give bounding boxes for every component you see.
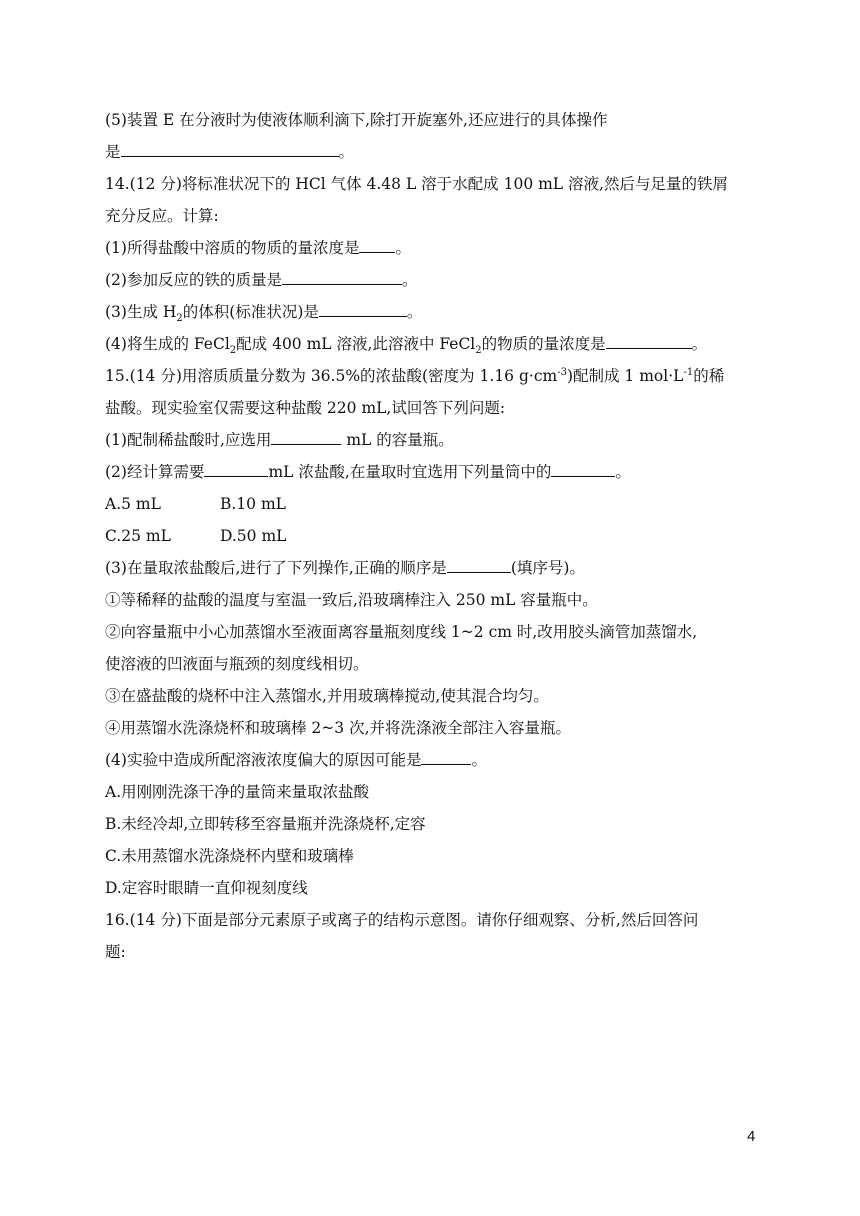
- text: (5)装置 E 在分液时为使液体顺利滴下,除打开旋塞外,还应进行的具体操作: [105, 111, 608, 129]
- q14-stem-line2: [105, 206, 219, 226]
- text: 配成 400 mL 溶液,此溶液中 FeCl: [236, 335, 476, 353]
- text: (1)配制稀盐酸时,应选用: [105, 431, 272, 449]
- q13-part5-line2: [105, 142, 354, 162]
- text: 的物质的量浓度是: [481, 335, 606, 353]
- text: )配制成 1 mol·L: [566, 367, 684, 385]
- option-d: D.50 mL: [220, 527, 287, 545]
- text: (4)实验中造成所配溶液浓度偏大的原因可能是: [105, 751, 422, 769]
- q14-part2: [105, 270, 417, 290]
- answer-blank: [204, 462, 268, 477]
- text: (3)在量取浓盐酸后,进行了下列操作,正确的顺序是: [105, 559, 447, 577]
- q15-part4-option-d: [105, 878, 308, 898]
- text: (填序号)。: [510, 559, 585, 577]
- text: 16.(14 分)下面是部分元素原子或离子的结构示意图。请你仔细观察、分析,然后回答问: [105, 911, 699, 929]
- q14-part4: [105, 334, 708, 357]
- text: 是: [105, 143, 121, 161]
- answer-blank: [421, 750, 471, 765]
- q15-part4-option-c: [105, 846, 354, 866]
- answer-blank: [271, 430, 341, 445]
- text: 的体积(标准状况)是: [182, 303, 319, 321]
- q16-stem-line1: [105, 910, 698, 930]
- q16-stem-line2: [105, 942, 126, 962]
- q15-options-row2: [105, 526, 287, 546]
- text: 15.(14 分)用溶质质量分数为 36.5%的浓盐酸(密度为 1.16 g·cm: [105, 367, 558, 385]
- text: B.未经冷却,立即转移至容量瓶并洗涤烧杯,定容: [105, 815, 426, 833]
- q15-options-row1: [105, 494, 286, 514]
- text: 盐酸。现实验室仅需要这种盐酸 220 mL,试回答下列问题:: [105, 399, 506, 417]
- text: C.未用蒸馏水洗涤烧杯内壁和玻璃棒: [105, 847, 354, 865]
- text: 。: [471, 751, 487, 769]
- subscript: 2: [176, 313, 183, 325]
- q15-part4-option-b: [105, 814, 426, 834]
- text: ④用蒸馏水洗涤烧杯和玻璃棒 2~3 次,并将洗涤液全部注入容量瓶。: [105, 719, 571, 737]
- text: (4)将生成的 FeCl: [105, 335, 230, 353]
- text: ①等稀释的盐酸的温度与室温一致后,沿玻璃棒注入 250 mL 容量瓶中。: [105, 591, 598, 609]
- text: 。: [338, 143, 355, 161]
- subscript: 2: [229, 345, 237, 357]
- subscript: 2: [475, 345, 482, 357]
- text: 充分反应。计算:: [105, 207, 219, 225]
- text: 。: [395, 239, 411, 257]
- text: (2)经计算需要: [105, 463, 205, 481]
- text: ②向容量瓶中小心加蒸馏水至液面离容量瓶刻度线 1~2 cm 时,改用胶头滴管加蒸馏水,: [105, 623, 698, 641]
- answer-blank: [359, 238, 395, 253]
- q14-stem-line1: [105, 174, 728, 194]
- option-b: B.10 mL: [220, 495, 286, 513]
- text: 。: [406, 303, 423, 321]
- text: ③在盛盐酸的烧杯中注入蒸馏水,并用玻璃棒搅动,使其混合均匀。: [105, 687, 549, 705]
- q15-step3: [105, 686, 549, 706]
- q15-step1: [105, 590, 598, 610]
- q14-part1: [105, 238, 411, 258]
- q15-step2-line2: [105, 654, 369, 674]
- text: 14.(12 分)将标准状况下的 HCl 气体 4.48 L 溶于水配成 100 mL 溶液,然后与足量的铁屑: [105, 175, 728, 193]
- option-c: C.25 mL: [105, 527, 171, 545]
- q13-part5-line1: [105, 110, 607, 130]
- superscript: -1: [683, 366, 694, 378]
- text: mL 浓盐酸,在量取时宜选用下列量筒中的: [268, 463, 552, 481]
- text: 。: [401, 271, 418, 289]
- text: (3)生成 H: [105, 303, 177, 321]
- q14-part3: [105, 302, 423, 325]
- q15-stem-line2: [105, 398, 505, 418]
- answer-blank: [447, 558, 511, 573]
- text: 题:: [105, 943, 126, 961]
- text: (2)参加反应的铁的质量是: [105, 271, 282, 289]
- text: 使溶液的凹液面与瓶颈的刻度线相切。: [105, 655, 369, 673]
- q15-step2-line1: [105, 622, 697, 642]
- q15-part3: [105, 558, 585, 578]
- answer-blank: [282, 270, 402, 285]
- text: 。: [691, 335, 708, 353]
- text: (1)所得盐酸中溶质的物质的量浓度是: [105, 239, 360, 257]
- answer-blank: [606, 334, 692, 349]
- text: A.用刚刚洗涤干净的量筒来量取浓盐酸: [105, 783, 370, 801]
- q15-stem-line1: [105, 366, 724, 386]
- page-number: 4: [747, 1128, 756, 1145]
- q15-part4-option-a: [105, 782, 369, 802]
- q15-part1: [105, 430, 454, 450]
- text: mL 的容量瓶。: [341, 431, 454, 449]
- option-a: A.5 mL: [105, 495, 161, 513]
- q15-part2: [105, 462, 631, 482]
- answer-blank: [121, 142, 339, 157]
- answer-blank: [551, 462, 615, 477]
- text: 。: [615, 463, 631, 481]
- q15-part4: [105, 750, 487, 770]
- q15-step4: [105, 718, 571, 738]
- text: D.定容时眼睛一直仰视刻度线: [105, 879, 308, 897]
- superscript: -3: [557, 366, 567, 378]
- answer-blank: [319, 302, 407, 317]
- text: 的稀: [693, 367, 725, 385]
